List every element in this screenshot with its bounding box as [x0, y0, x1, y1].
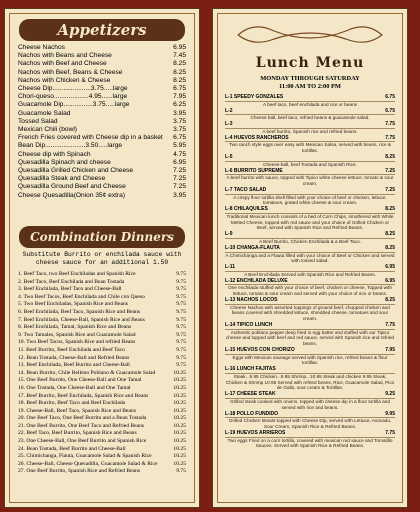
- menu-item-name: Cheese dip with Spinach: [18, 150, 91, 158]
- lunch-item-name: L-11: [225, 264, 236, 271]
- lunch-item-price: 8.25: [385, 231, 395, 238]
- lunch-time: 11:00 AM TO 2:00 PM: [279, 83, 341, 90]
- menu-item: [18, 415, 186, 423]
- menu-item-price: 6.75: [173, 85, 186, 93]
- menu-item-name: Nachos with Beans and Cheese: [18, 52, 112, 60]
- menu-item-name: Nachos with Beef, Beans & Cheese: [18, 68, 123, 76]
- menu-item-name: 1. Beef Taco, two Beef Enchiladas and Spanish Rice: [18, 271, 136, 277]
- lunch-item-description: A crispy flour tortilla shell filled with your choice of beef or chicken, lettuce, tomatoes, grated white cheese & sour cream.: [233, 194, 387, 206]
- menu-item-name: Cheese Nachos: [18, 44, 65, 51]
- menu-item-name: Quesadilla Spinach and cheese: [18, 158, 111, 166]
- menu-item-price: 9.75: [176, 271, 186, 277]
- menu-item-name: 2. Beef Taco, Beef Enchilada and Bean Tostada: [18, 278, 125, 285]
- lunch-heading: Lunch Menu: [255, 55, 365, 71]
- lunch-item-description: A Beef Burrito, Chicken Enchilada & a Beef Taco.: [258, 238, 362, 244]
- lunch-item-price: 8.25: [385, 244, 395, 251]
- lunch-item-name: L-8 CHILAQUILES: [225, 206, 268, 213]
- menu-item: [18, 393, 186, 401]
- menu-item-price: 9.75: [176, 339, 186, 346]
- menu-item: [18, 377, 186, 385]
- lunch-item-header: [225, 412, 395, 419]
- menu-item: [18, 167, 186, 175]
- lunch-item-name: L-19 HUEVOS ARRIEROS: [225, 429, 286, 436]
- menu-item-name: Guacamole Salad: [18, 109, 71, 117]
- menu-item-name: 18. Beef Burrito, Beef Taco and Beef Enchilada: [18, 400, 126, 407]
- lunch-item: [225, 136, 395, 154]
- left-menu-page: [4, 8, 200, 508]
- menu-item-price: 3.95: [173, 109, 186, 117]
- menu-item-name: 13. Beef Enchilada, Beef Burrito and Cheese-Ball: [18, 362, 130, 369]
- menu-item-price: 10.25: [173, 460, 186, 467]
- menu-item-name: 4. Two Beef Tacos, Beef Enchilada and Chile con Queso: [18, 293, 145, 300]
- menu-item-price: 9.75: [176, 278, 186, 285]
- menu-item: [18, 400, 186, 408]
- menu-item-name: Quesadilla Ground Beef and Cheese: [18, 183, 126, 191]
- menu-item: [18, 183, 186, 191]
- menu-item: [18, 52, 186, 60]
- menu-item-price: 10.25: [173, 384, 186, 391]
- menu-item-price: 10.25: [173, 445, 186, 452]
- menu-item-name: Bean Dip......................3.50.....large: [18, 142, 123, 150]
- lunch-item-name: L-6 BURRITO SUPREME: [225, 167, 283, 174]
- menu-item-name: Tossed Salad: [18, 117, 58, 125]
- lunch-item-description: A beef taco, beef enchilada and rice or beans: [262, 101, 358, 107]
- menu-item-price: 3.75: [173, 117, 186, 125]
- lunch-item-header: [225, 232, 395, 239]
- lunch-item-description: Steak...9.95 Chicken...9.95 Shrimp...10.95 Steak and chicken 9.95 Steak, Chicken & Shrimp 10.95 Served with refried beans, Rice, Guacamole Salad, Pico de Gallo, sour cream & Tortillas.: [225, 374, 395, 391]
- menu-item: [18, 151, 186, 159]
- menu-item-price: 10.25: [173, 407, 186, 414]
- menu-item-name: 26. Cheese-Ball, Cheese Quesadilla, Guacamole Salad & Rice: [18, 460, 158, 467]
- lunch-item-description: Authentic poblano pepper deep fried in egg batter and stuffed with our Tipico cheese and topped with beef and red sauce, served with Spanish rice and refried beans.: [225, 329, 395, 347]
- menu-item-price: 6.75: [173, 134, 186, 142]
- lunch-item-price: 6.75: [385, 107, 395, 114]
- lunch-item-price: 7.75: [385, 322, 395, 329]
- lunch-list: [225, 95, 395, 450]
- menu-item-price: 9.75: [176, 331, 186, 338]
- lunch-item-price: 6.95: [385, 277, 395, 284]
- lunch-item: [225, 367, 395, 391]
- lunch-item-price: 7.25: [385, 167, 395, 174]
- lunch-item-name: L-18 POLLO FUNDIDO: [225, 410, 279, 417]
- lunch-item: [225, 392, 395, 410]
- lunch-item-name: L-17 CHEESE STEAK: [225, 391, 276, 398]
- lunch-item-description: Cheese ball, beef taco, refried beans & guacamole salad.: [250, 115, 370, 121]
- menu-item-name: 25. Chimichanga, Flauta, Guacamole Salad & Spanish Rice: [18, 453, 152, 460]
- menu-item: [18, 175, 186, 183]
- lunch-item-price: 7.95: [385, 347, 395, 354]
- menu-item: [18, 142, 186, 150]
- menu-item: [18, 324, 186, 332]
- lunch-item-header: [225, 279, 395, 286]
- lunch-item: [225, 188, 395, 206]
- menu-item: [18, 279, 186, 287]
- menu-item: [18, 110, 186, 118]
- menu-item-name: Guacamole Dip................3.75.....large: [18, 101, 130, 109]
- menu-item: [18, 468, 186, 476]
- lunch-item-header: [225, 207, 395, 214]
- menu-item: [18, 438, 186, 446]
- menu-item: [18, 385, 186, 393]
- menu-item-name: 17. Beef Burrito, Beef Enchilada, Spanish Rice and Beans: [18, 392, 149, 399]
- lunch-item-header: [225, 122, 395, 129]
- menu-item-name: 23. One Cheese-Ball, One Beef Burrito and Spanish Rice: [18, 438, 147, 445]
- menu-item: [18, 430, 186, 438]
- menu-item-name: Mexican Chili (bowl): [18, 126, 77, 134]
- lunch-item: [225, 155, 395, 167]
- menu-item-name: 22. Beef Taco, Beef Burrito, Spanish Rice and Beans: [18, 430, 137, 437]
- lunch-item-price: 7.25: [385, 186, 395, 193]
- lunch-item: [225, 95, 395, 107]
- combination-heading: Combination Dinners: [19, 226, 185, 248]
- menu-item-price: 10.25: [173, 392, 186, 399]
- menu-item: [18, 44, 186, 52]
- combination-intro: Substitute Burrito or enchilada sauce with cheese sauce for an additional 1.50: [22, 251, 182, 266]
- menu-item: [18, 60, 186, 68]
- menu-item-price: 10.25: [173, 430, 186, 437]
- menu-item: [18, 286, 186, 294]
- menu-item-name: 11. Beef Burrito, Beef Enchilada and Beef Taco: [18, 346, 125, 353]
- menu-item-price: 10.25: [173, 377, 186, 384]
- right-menu-page: [212, 8, 408, 508]
- menu-item-price: 3.75: [173, 126, 186, 134]
- menu-item-name: Cheese Quesadilla(Onion 35¢ extra): [18, 191, 126, 199]
- lunch-item-name: L-3: [225, 121, 233, 128]
- menu-item-name: 15. One Beef Burrito, One Cheese-Ball and One Tamal: [18, 377, 142, 384]
- lunch-item: [225, 298, 395, 322]
- menu-item-price: 6.95: [173, 158, 186, 166]
- lunch-item-header: [225, 109, 395, 116]
- lunch-item-header: [225, 136, 395, 143]
- lunch-item-name: L-1 SPEEDY GONZALES: [225, 94, 284, 100]
- menu-item: [18, 446, 186, 454]
- scroll-ornament: [233, 21, 387, 49]
- lunch-item: [225, 207, 395, 231]
- menu-item-price: 10.25: [173, 369, 186, 376]
- menu-item: [18, 93, 186, 101]
- lunch-item-name: L-16 LUNCH FAJITAS: [225, 366, 276, 373]
- menu-item-price: 9.75: [176, 308, 186, 315]
- menu-item-price: 8.25: [173, 76, 186, 84]
- appetizers-list: [18, 44, 186, 200]
- menu-item-name: 3. Beef Enchilada, Beef Taco and Cheese-Ball: [18, 286, 122, 293]
- menu-item: [18, 192, 186, 200]
- menu-item: [18, 332, 186, 340]
- menu-item-price: 9.75: [176, 293, 186, 300]
- menu-item: [18, 339, 186, 347]
- menu-item: [18, 423, 186, 431]
- lunch-item-header: [225, 298, 395, 305]
- menu-item-price: 9.75: [176, 468, 186, 475]
- menu-item-name: 12. Bean Tostada, Cheese-Ball and Refried Beans: [18, 354, 130, 361]
- menu-item-name: 14. Bean Burrito, Chile Relleno Poblano & Guacamole Salad: [18, 369, 156, 376]
- lunch-item-description: Two eggs Fried on a corn tortilla, covered with mexican red sauce and Tomatillo Sauces. Served with Spanish Rice & Refried Beans.: [227, 437, 393, 449]
- lunch-item-description: A beef burrito with sauce, topped with Tipico white cheese lettuce, tomato & sour cream.: [226, 175, 394, 187]
- lunch-item-description: Grilled steak cooked with onions, topped with cheese dip in a flour tortilla and served with rice and beans.: [230, 399, 390, 410]
- menu-item: [18, 118, 186, 126]
- menu-item-price: 10.25: [173, 400, 186, 407]
- lunch-item-name: L-10 CHANGA-FLAUTA: [225, 244, 280, 251]
- lunch-item: [225, 169, 395, 187]
- lunch-item-price: 7.75: [385, 121, 395, 128]
- lunch-item-name: L-4 HUEVOS RANCHEROS: [225, 134, 289, 141]
- menu-item: [18, 126, 186, 134]
- menu-item: [18, 362, 186, 370]
- menu-item-price: 8.25: [173, 60, 186, 68]
- lunch-item-price: 8.25: [385, 154, 395, 161]
- lunch-item-price: 8.25: [385, 206, 395, 213]
- menu-item-price: 7.25: [173, 175, 186, 183]
- menu-item-name: 9. Two Tamales, Spanish Rice and Guacamole Salad: [18, 331, 136, 338]
- menu-item-price: 10.25: [173, 453, 186, 460]
- menu-item-name: Nachos with Chicken & Cheese: [18, 76, 111, 84]
- menu-item-name: 21. One Beef Burrito, One Beef Taco and Refried Beans: [18, 422, 145, 429]
- combination-list: [18, 271, 186, 476]
- menu-item-name: 10. Two Beef Tacos, Spanish Rice and refried Beans: [18, 339, 136, 346]
- lunch-item-price: 7.75: [385, 429, 395, 436]
- menu-item-price: 10.25: [173, 438, 186, 445]
- menu-item: [18, 101, 186, 109]
- lunch-item-header: [225, 348, 395, 355]
- menu-item-name: 7. Beef Enchilada, Cheese-Ball, Spanish Rice and Beans: [18, 316, 145, 323]
- menu-item: [18, 134, 186, 142]
- lunch-item-price: 7.75: [385, 134, 395, 141]
- lunch-item: [225, 323, 395, 347]
- menu-item-name: 8. Beef Enchilada, Tamal, Spanish Rice and Beans: [18, 324, 132, 331]
- lunch-item-header: [225, 265, 395, 272]
- menu-item-price: 6.95: [173, 44, 186, 51]
- lunch-item-description: Grilled Chicken Breast topped with Cheese Dip, served with Lettuce, Avocado, Sour Cream, Spanish Rice & Refried Beans.: [228, 418, 392, 430]
- lunch-item: [225, 412, 395, 430]
- lunch-item-name: L-2: [225, 107, 233, 114]
- lunch-item-description: A beef burrito, Spanish rice and refried beans.: [262, 128, 358, 134]
- appetizers-heading: Appetizers: [19, 19, 185, 41]
- menu-item-price: 6.25: [173, 101, 186, 109]
- lunch-item-description: A Beef Enchilada Served with Spanish Rice and Refried Beans.: [244, 271, 376, 277]
- lunch-item-name: L-5: [225, 154, 233, 161]
- menu-item: [18, 370, 186, 378]
- lunch-item-header: [225, 323, 395, 330]
- menu-item-price: 9.75: [176, 354, 186, 361]
- menu-item-name: Chori-queso...................4.95......large: [18, 93, 128, 101]
- menu-item: [18, 159, 186, 167]
- menu-item-name: 20. One Beef Taco, One Beef Burrito and a Bean Tostada: [18, 415, 147, 422]
- menu-item: [18, 309, 186, 317]
- menu-item-name: Cheese Dip.....................3.75.....large: [18, 85, 128, 93]
- menu-item-name: 19. Cheese-Ball, Beef Taco, Spanish Rice and Beans: [18, 407, 136, 414]
- lunch-item-price: 9.95: [385, 410, 395, 417]
- lunch-item-description: Cheese Nachos with assorted toppings of ground beef, chopped chicken and beans covered with shredded lettuce, shredded cheese, tomatoes and sour cream.: [230, 304, 390, 322]
- menu-item: [18, 461, 186, 469]
- menu-item-name: French Fries covered with Cheese dip in a basket: [18, 134, 163, 142]
- lunch-item-header: [225, 188, 395, 195]
- menu-item-name: 16. One Tostada, One Cheese-Ball and One Tamal: [18, 384, 131, 391]
- menu-item-price: 9.75: [176, 286, 186, 293]
- menu-item-price: 9.75: [176, 324, 186, 331]
- lunch-item-header: [225, 155, 395, 162]
- menu-item-price: 7.25: [173, 183, 186, 191]
- menu-item: [18, 69, 186, 77]
- lunch-item-description: A Chimichanga and a Flauta filled with your choice of Beef or Chicken and served with tossed salad.: [225, 252, 395, 264]
- menu-item-price: 9.75: [176, 316, 186, 323]
- lunch-item-description: Cheese-ball, beef Tostada and Spanish Rice.: [263, 161, 357, 167]
- menu-item: [18, 301, 186, 309]
- lunch-days: MONDAY THROUGH SATURDAY: [260, 75, 360, 82]
- lunch-hours: [213, 75, 407, 91]
- menu-item-price: 10.25: [173, 415, 186, 422]
- lunch-item-header: [225, 246, 395, 253]
- lunch-item: [225, 122, 395, 134]
- lunch-item-name: L-7 TACO SALAD: [225, 186, 267, 193]
- menu-item-name: 24. Bean Tostada, Beef Burrito and Cheese-Ball: [18, 445, 126, 452]
- lunch-item-name: L-14 TIPICO LUNCH: [225, 322, 273, 329]
- menu-item-price: 9.75: [176, 346, 186, 353]
- menu-item-price: 7.25: [173, 167, 186, 175]
- lunch-item-name: L-12 ENCHILADA DELUXE: [225, 277, 288, 284]
- menu-item: [18, 347, 186, 355]
- lunch-item-description: One enchilada stuffed with your choice of beef, chicken or cheese, Topped with lettuce, tomato & sour cream and served with your choice of rice or beans.: [228, 285, 392, 297]
- menu-item-name: Nachos with Beef and Cheese: [18, 60, 107, 68]
- lunch-item: [225, 348, 395, 366]
- lunch-item-name: L-15 HUEVOS CON CHORIZO: [225, 347, 295, 354]
- menu-item: [18, 408, 186, 416]
- menu-item-price: 9.75: [176, 362, 186, 369]
- menu-item-price: 7.95: [173, 93, 186, 101]
- lunch-item: [225, 265, 395, 277]
- lunch-item-description: Traditional Mexican lunch consists of a bed of Corn Chips, smothered with White Melted Cheese, topped with red sauce and your choice of Grilled Chicken or Beef, served with Spanish Rice and Refried Beans.: [226, 213, 394, 231]
- menu-item-price: 9.75: [176, 301, 186, 308]
- lunch-item-header: [225, 169, 395, 176]
- lunch-item-price: 6.95: [385, 264, 395, 271]
- lunch-item-header: [225, 392, 395, 399]
- menu-item-name: 27. One Beef Burrito, Spanish Rice and Refried Beans: [18, 468, 141, 475]
- menu-item-price: 3.95: [173, 191, 186, 199]
- menu-item: [18, 317, 186, 325]
- lunch-item-description: Two ranch style eggs over easy with Mexican Salsa, served with beans, rice & tortillas.: [228, 142, 392, 154]
- lunch-item: [225, 232, 395, 244]
- menu-item: [18, 77, 186, 85]
- lunch-item: [225, 279, 395, 297]
- lunch-item-price: 9.25: [385, 391, 395, 398]
- lunch-item: [225, 246, 395, 264]
- menu-item: [18, 294, 186, 302]
- menu-item-price: 5.95: [173, 142, 186, 150]
- lunch-item: [225, 431, 395, 449]
- menu-item: [18, 355, 186, 363]
- menu-item: [18, 85, 186, 93]
- menu-item-price: 7.45: [173, 52, 186, 60]
- menu-item: [18, 271, 186, 279]
- menu-item-price: 8.25: [173, 68, 186, 76]
- menu-item-name: Quesadilla Steak and Cheese: [18, 175, 106, 183]
- lunch-item-header: [225, 367, 395, 374]
- menu-item-name: 5. Two Beef Enchiladas, Spanish Rice and Beans: [18, 301, 128, 308]
- lunch-item-header: [225, 431, 395, 438]
- lunch-item-description: Eggs with Mexican sausage served with Spanish rice, refried beans & flour tortillas.: [232, 354, 388, 366]
- menu-item-name: Quesadilla Grilled Chicken and Cheese: [18, 167, 134, 175]
- lunch-item-name: L-9: [225, 231, 233, 238]
- menu-item-price: 10.25: [173, 422, 186, 429]
- lunch-item-name: L-13 NACHOS LOCOS: [225, 297, 278, 304]
- lunch-item-price: 6.75: [385, 94, 395, 100]
- lunch-item-price: 8.25: [385, 297, 395, 304]
- menu-item: [18, 453, 186, 461]
- menu-item-price: 4.75: [173, 150, 186, 158]
- lunch-item-header: [225, 95, 395, 102]
- lunch-item: [225, 109, 395, 121]
- menu-item-name: 6. Beef Enchilada, Beef Taco, Spanish Rice and Beans: [18, 308, 141, 315]
